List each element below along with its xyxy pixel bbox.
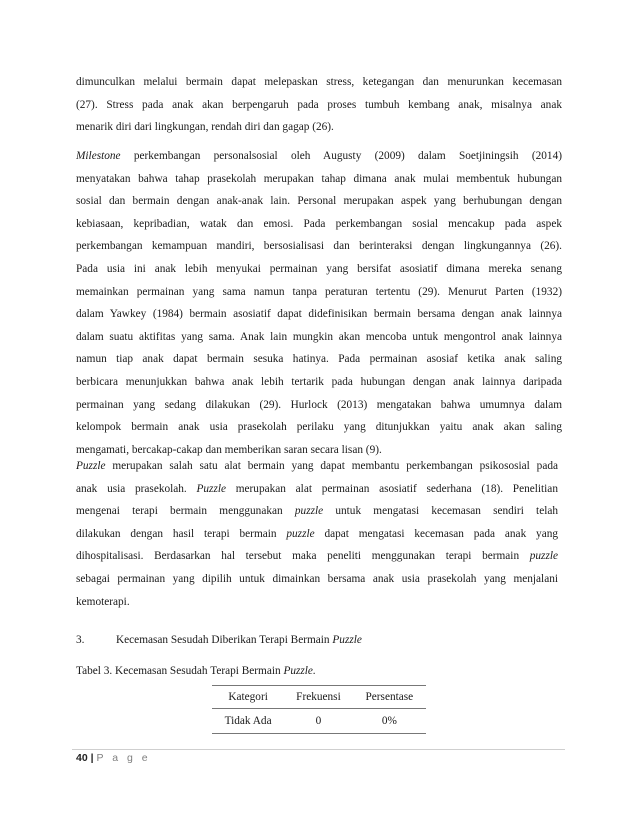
footer-separator: | xyxy=(90,752,94,764)
text-line: menyatakan bahwa tahap prasekolah merupakan tahap dimana anak mulai membentuk hubungan xyxy=(76,172,562,185)
text-line xyxy=(76,523,558,546)
text-line: namun tiap anak dapat bermain sesuka hatinya. Pada permainan asosiaf ketika anak saling xyxy=(76,353,562,366)
text-line xyxy=(76,500,558,523)
text-line: (27). Stress pada anak akan berpengaruh pada proses tumbuh kembang anak, misalnya anak xyxy=(76,98,562,111)
text-fragment: untuk mengatasi kecemasan sendiri telah xyxy=(323,505,558,518)
text-line: kelompok bermain anak usia prasekolah perilaku yang ditunjukkan yaitu anak akan saling xyxy=(76,421,562,434)
text-line: mengamati, bercakap-cakap dan memberikan saran secara lisan (9). xyxy=(76,443,382,456)
text-line: kebiasaan, kepribadian, watak dan emosi. Pada perkembangan sosial mencakup pada aspek xyxy=(76,217,562,230)
table-cell: 0% xyxy=(353,709,426,734)
text-fragment: merupakan alat permainan asosiatif sederhana (18). Penelitian xyxy=(226,482,558,495)
text-line: sosial dan bermain dengan anak-anak lain. Personal merupakan aspek yang berhubungan dengan xyxy=(76,195,562,208)
table-cell: 0 xyxy=(284,709,352,734)
table-caption xyxy=(76,665,316,677)
page-number: 40 xyxy=(76,752,88,764)
text-fragment: dihospitalisasi. Berdasarkan hal tersebut maka peneliti menggunakan terapi bermain xyxy=(76,550,530,563)
italic-term: puzzle xyxy=(529,550,558,563)
column-header: Persentase xyxy=(353,686,426,709)
section-number: 3. xyxy=(76,634,85,646)
text-line: dalam suatu aktifitas yang sama. Anak lain mungkin akan mencoba untuk mengontrol anak lainnya xyxy=(76,330,562,343)
text-fragment: perkembangan personalsosial oleh Augusty (2009) dalam Soetjiningsih (2014) xyxy=(120,150,562,162)
text-line: berbicara menunjukkan bahwa anak lebih tertarik pada hubungan dengan anak lainnya daripada xyxy=(76,375,562,388)
paragraph-3 xyxy=(76,455,558,613)
text-line xyxy=(76,455,558,478)
table-cell: Tidak Ada xyxy=(212,709,284,734)
italic-term: puzzle xyxy=(286,527,315,540)
caption-italic: Puzzle. xyxy=(283,665,316,677)
text-fragment: mengenai terapi bermain menggunakan xyxy=(76,505,295,518)
page-footer xyxy=(76,752,151,764)
text-line: dalam Yawkey (1984) bermain asosiatif dapat didefinisikan bermain bersama dengan anak lainnya xyxy=(76,308,562,321)
text-fragment: dapat mengatasi kecemasan pada anak yang xyxy=(314,527,558,540)
text-line: memainkan permainan yang sama namun tanpa peraturan tertentu (29). Menurut Parten (1932) xyxy=(76,285,562,298)
italic-term: Milestone xyxy=(76,150,121,162)
section-title-italic: Puzzle xyxy=(332,634,362,646)
section-title: Kecemasan Sesudah Diberikan Terapi Bermain xyxy=(116,634,333,646)
text-fragment: merupakan salah satu alat bermain yang dapat membantu perkembangan psikososial pada xyxy=(105,460,558,472)
text-line: permainan yang sedang dilakukan (29). Hurlock (2013) mengatakan bahwa umumnya dalam xyxy=(76,398,562,411)
footer-divider xyxy=(72,749,565,750)
text-line: dimunculkan melalui bermain dapat melepaskan stress, ketegangan dan menurunkan kecemasan xyxy=(76,76,562,88)
table-row xyxy=(212,709,426,734)
page-label: P a g e xyxy=(96,752,151,764)
section-heading xyxy=(76,634,362,646)
italic-term: Puzzle xyxy=(196,482,226,495)
paragraph-1 xyxy=(76,71,562,139)
text-line: sebagai permainan yang dipilih untuk dimainkan bersama anak usia prasekolah yang menjalani xyxy=(76,572,558,585)
text-line: perkembangan kemampuan mandiri, bersosialisasi dan berinteraksi dengan lingkungannya (26). xyxy=(76,240,562,253)
column-header: Kategori xyxy=(212,686,284,709)
data-table xyxy=(212,685,426,734)
text-line xyxy=(76,145,562,168)
table-header-row xyxy=(212,686,426,709)
text-line: kemoterapi. xyxy=(76,595,130,608)
caption-text: Tabel 3. Kecemasan Sesudah Terapi Bermain xyxy=(76,665,284,677)
text-line: menarik diri dari lingkungan, rendah diri dan gagap (26). xyxy=(76,121,334,134)
text-fragment: anak usia prasekolah. xyxy=(76,482,197,495)
italic-term: puzzle xyxy=(294,505,324,518)
text-line xyxy=(76,478,558,501)
paragraph-2 xyxy=(76,145,562,461)
column-header: Frekuensi xyxy=(284,686,352,709)
text-line xyxy=(76,545,558,568)
text-fragment: dilakukan dengan hasil terapi bermain xyxy=(76,527,287,540)
italic-term: Puzzle xyxy=(76,460,106,472)
text-line: Pada usia ini anak lebih menyukai permainan yang bersifat asosiatif dimana mereka senang xyxy=(76,262,562,275)
